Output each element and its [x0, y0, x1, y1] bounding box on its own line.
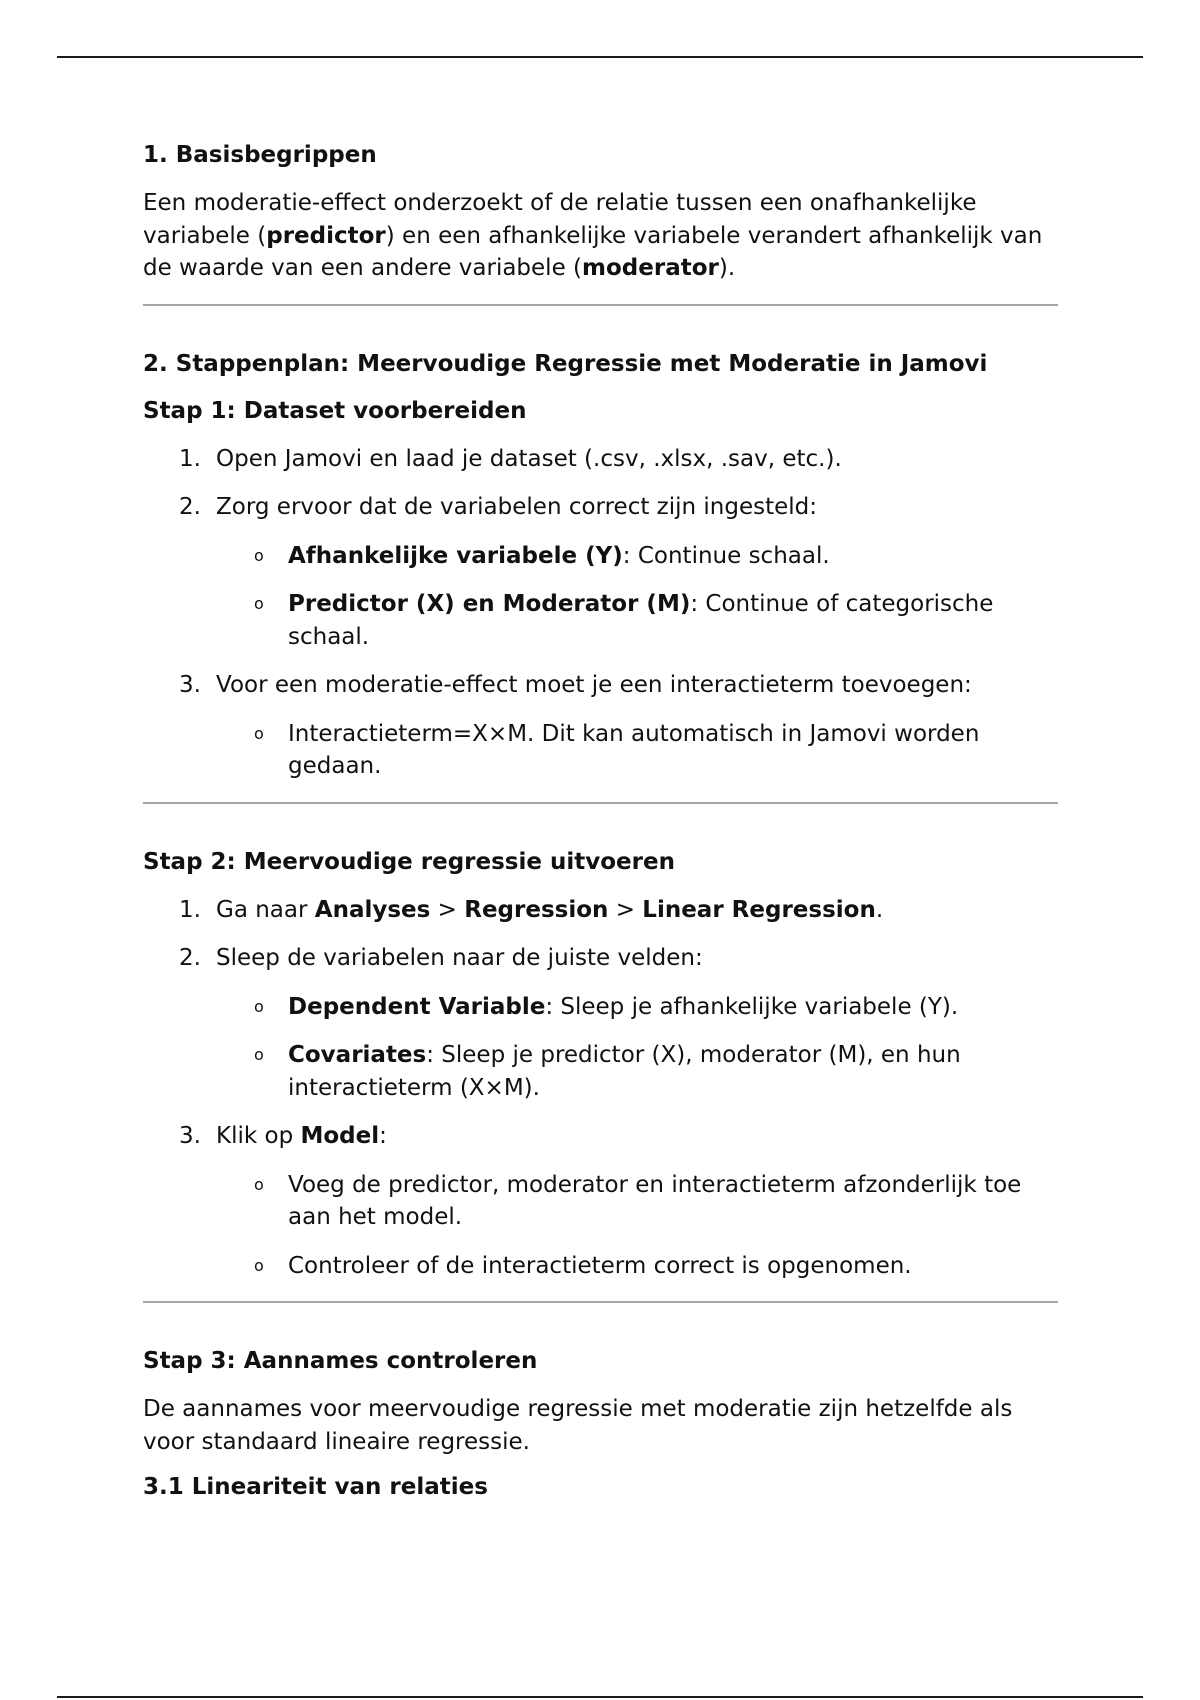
bullet-icon: o [254, 1255, 264, 1275]
bullet-icon: o [254, 996, 264, 1016]
step-1-heading: Stap 1: Dataset voorbereiden [143, 397, 527, 424]
bullet-icon: o [254, 545, 264, 565]
sub-list-item: o Dependent Variable: Sleep je afhankelijke variabele (Y). [216, 991, 1058, 1024]
sub-list [216, 1169, 1058, 1283]
sub-list [216, 991, 1058, 1105]
step-3-text: De aannames voor meervoudige regressie met moderatie zijn hetzelfde als voor standaard lineaire regressie. [143, 1396, 1013, 1455]
sub-list-item: o Afhankelijke variabele (Y): Continue schaal. [216, 540, 1058, 573]
list-item: 1. Open Jamovi en laad je dataset (.csv, .xlsx, .sav, etc.). [143, 443, 1058, 476]
section-2-heading: 2. Stappenplan: Meervoudige Regressie met Moderatie in Jamovi [143, 350, 988, 377]
bullet-icon: o [254, 1045, 264, 1064]
document-body [143, 140, 1058, 1519]
list-item: 3. Klik op Model: o Voeg de predictor, moderator en interactieterm afzonderlijk toe aan het model. o Controleer of de interactieterm correct is opgenomen. [143, 1120, 1058, 1282]
divider-1 [143, 304, 1058, 306]
page-top-rule [57, 56, 1143, 58]
step-1-list [143, 443, 1058, 783]
sub-list-item: o Controleer of de interactieterm correct is opgenomen. [216, 1250, 1058, 1283]
list-item: 2. Zorg ervoor dat de variabelen correct zijn ingesteld: o Afhankelijke variabele (Y): Continue schaal. o Predictor (X) en Moderator (M): Continue of categorische schaal. [143, 491, 1058, 653]
item-number: 3. [179, 672, 201, 698]
step-2-heading: Stap 2: Meervoudige regressie uitvoeren [143, 848, 675, 875]
sub-list-item: o Covariates: Sleep je predictor (X), moderator (M), en hun interactieterm (X×M). [216, 1039, 1058, 1104]
item-number: 2. [179, 945, 201, 971]
item-number: 2. [179, 494, 201, 520]
divider-3 [143, 1301, 1058, 1303]
sub-list-item: o Predictor (X) en Moderator (M): Continue of categorische schaal. [216, 588, 1058, 653]
page-bottom-rule [57, 1696, 1143, 1698]
item-number: 3. [179, 1123, 201, 1149]
list-item: 1. Ga naar Analyses > Regression > Linear Regression. [143, 894, 1058, 927]
section-1-heading: 1. Basisbegrippen [143, 142, 377, 168]
sub-list-item: o Interactieterm=X×M. Dit kan automatisch in Jamovi worden gedaan. [216, 718, 1058, 783]
sub-list [216, 718, 1058, 783]
list-item: 2. Sleep de variabelen naar de juiste velden: o Dependent Variable: Sleep je afhankelijke variabele (Y). o Covariates: Sleep je predictor (X), moderator (M), en hun interactieterm (X×M). [143, 942, 1058, 1104]
step-3-heading: Stap 3: Aannames controleren [143, 1348, 538, 1374]
step-2-list [143, 894, 1058, 1283]
section-1-intro: Een moderatie-effect onderzoekt of de relatie tussen een onafhankelijke variabele (predictor) en een afhankelijke variabele verandert afhankelijk van de waarde van een andere variabele (moderator). [143, 190, 1043, 281]
list-item: 3. Voor een moderatie-effect moet je een interactieterm toevoegen: o Interactieterm=X×M. Dit kan automatisch in Jamovi worden gedaan. [143, 669, 1058, 783]
sub-list [216, 540, 1058, 654]
item-number: 1. [179, 445, 201, 472]
item-number: 1. [179, 896, 201, 923]
step-3-subheading: 3.1 Lineariteit van relaties [143, 1474, 488, 1500]
bullet-icon: o [254, 723, 264, 743]
sub-list-item: o Voeg de predictor, moderator en interactieterm afzonderlijk toe aan het model. [216, 1169, 1058, 1234]
bullet-icon: o [254, 1174, 264, 1194]
bullet-icon: o [254, 594, 264, 613]
divider-2 [143, 802, 1058, 804]
